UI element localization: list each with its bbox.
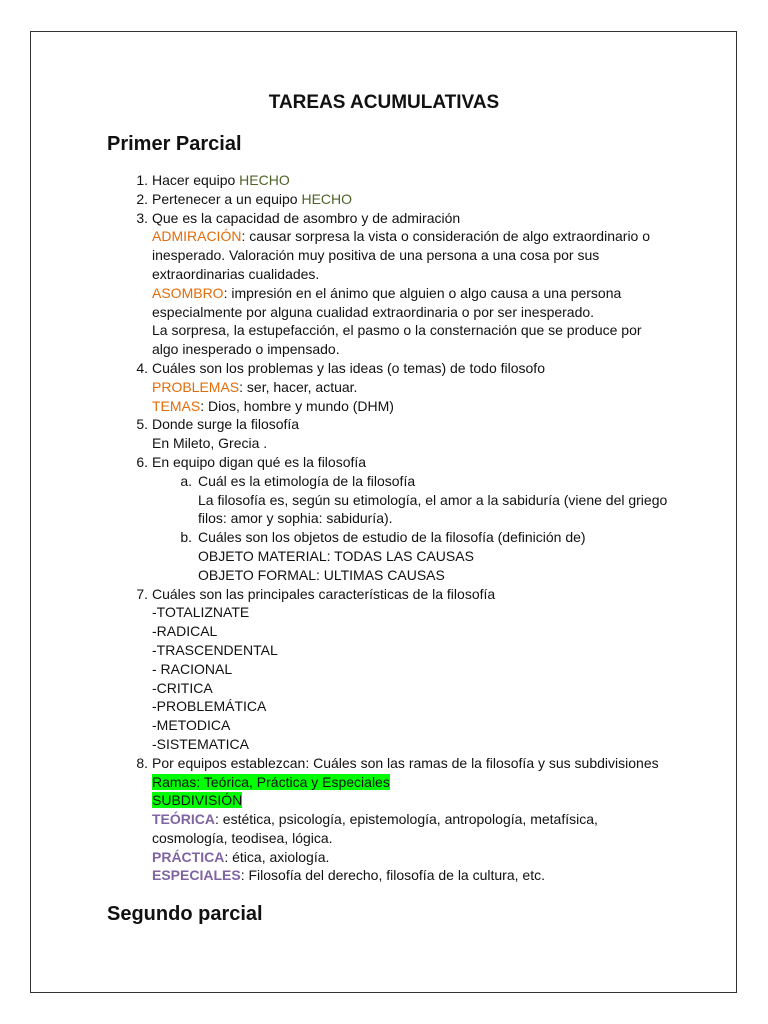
answer-text: La filosofía es, según su etimología, el amor a la sabiduría (viene del griego bbox=[198, 491, 668, 508]
item-number: 3. bbox=[136, 209, 148, 226]
characteristic: -CRITICA bbox=[152, 679, 213, 696]
item-number: 8. bbox=[136, 754, 148, 771]
definition-text: : impresión en el ánimo que alguien o algo causa a una persona bbox=[223, 284, 622, 301]
section-heading-segundo-parcial: Segundo parcial bbox=[107, 903, 263, 925]
status-done: HECHO bbox=[301, 190, 353, 207]
answer-text: En Mileto, Grecia . bbox=[152, 435, 268, 452]
item-text: En equipo digan qué es la filosofía bbox=[152, 453, 367, 470]
branch-practica: PRÁCTICA bbox=[152, 848, 225, 865]
definition-text: : ser, hacer, actuar. bbox=[239, 378, 358, 395]
branch-definition: cosmología, teodisea, lógica. bbox=[152, 829, 333, 846]
answer-text: filos: amor y sophia: sabiduría). bbox=[198, 510, 393, 527]
term-temas: TEMAS bbox=[152, 397, 201, 414]
task-list bbox=[0, 171, 768, 885]
definition-text: inesperado. Valoración muy positiva de una persona a una cosa por sus bbox=[152, 247, 600, 264]
status-done: HECHO bbox=[239, 172, 290, 188]
list-item bbox=[0, 190, 768, 209]
sub-item-letter: b. bbox=[180, 529, 192, 546]
item-number: 2. bbox=[136, 190, 148, 207]
item-text: Hacer equipo bbox=[152, 172, 240, 188]
section-heading-primer-parcial: Primer Parcial bbox=[107, 133, 242, 155]
list-item bbox=[0, 453, 768, 472]
answer-text: OBJETO MATERIAL: TODAS LAS CAUSAS bbox=[198, 547, 474, 564]
item-text: Cuáles son los problemas y las ideas (o temas) de todo filosofo bbox=[152, 359, 545, 376]
branch-definition: : ética, axiología. bbox=[224, 848, 330, 865]
list-item bbox=[0, 585, 768, 604]
characteristic: -METODICA bbox=[152, 717, 231, 734]
sub-item-text: Cuáles son los objetos de estudio de la filosofía (definición de) bbox=[198, 529, 586, 546]
answer-text: OBJETO FORMAL: ULTIMAS CAUSAS bbox=[198, 566, 445, 583]
branch-definition: : estética, psicología, epistemología, antropología, metafísica, bbox=[215, 811, 598, 828]
item-number: 6. bbox=[136, 453, 148, 470]
list-item bbox=[0, 209, 768, 228]
characteristic: -TRASCENDENTAL bbox=[152, 641, 278, 658]
term-admiracion: ADMIRACIÓN bbox=[152, 228, 242, 245]
definition-text: : Dios, hombre y mundo (DHM) bbox=[200, 397, 394, 414]
item-text: Que es la capacidad de asombro y de admiración bbox=[152, 209, 461, 226]
list-item bbox=[0, 359, 768, 378]
sub-item-text: Cuál es la etimología de la filosofía bbox=[198, 472, 416, 489]
term-asombro: ASOMBRO bbox=[152, 284, 224, 301]
characteristic: -TOTALIZNATE bbox=[152, 604, 250, 621]
highlighted-ramas: Ramas: Teórica, Práctica y Especiales bbox=[152, 773, 390, 790]
sub-list-item bbox=[0, 472, 768, 491]
item-number: 5. bbox=[136, 416, 148, 433]
list-item bbox=[0, 415, 768, 434]
branch-definition: : Filosofía del derecho, filosofía de la cultura, etc. bbox=[240, 867, 545, 884]
characteristic: -RADICAL bbox=[152, 623, 218, 640]
definition-text: extraordinarias cualidades. bbox=[152, 265, 320, 282]
term-problemas: PROBLEMAS bbox=[152, 378, 240, 395]
definition-text: algo inesperado o impensado. bbox=[152, 341, 340, 358]
list-item bbox=[0, 754, 768, 773]
item-text: Por equipos establezcan: Cuáles son las ramas de la filosofía y sus subdivisiones bbox=[152, 754, 659, 771]
branch-teorica: TEÓRICA bbox=[152, 811, 215, 828]
item-number: 4. bbox=[136, 359, 148, 376]
highlighted-subdivision: SUBDIVISIÓN bbox=[152, 792, 243, 809]
characteristic: -PROBLEMÁTICA bbox=[152, 698, 267, 715]
sub-item-letter: a. bbox=[180, 472, 192, 489]
list-item bbox=[0, 171, 768, 190]
definition-text: especialmente por alguna cualidad extraordinaria o por ser inesperado. bbox=[152, 303, 595, 320]
item-number: 1. bbox=[136, 172, 148, 188]
document-title: TAREAS ACUMULATIVAS bbox=[268, 92, 500, 113]
item-text: Cuáles son las principales características de la filosofía bbox=[152, 585, 496, 602]
definition-text: : causar sorpresa la vista o consideración de algo extraordinario o bbox=[241, 228, 651, 245]
characteristic: -SISTEMATICA bbox=[152, 735, 249, 752]
item-text: Donde surge la filosofía bbox=[152, 416, 300, 433]
definition-text: La sorpresa, la estupefacción, el pasmo o la consternación que se produce por bbox=[152, 322, 642, 339]
item-number: 7. bbox=[136, 585, 148, 602]
characteristic: - RACIONAL bbox=[152, 660, 233, 677]
branch-especiales: ESPECIALES bbox=[152, 867, 241, 884]
sub-list-item bbox=[0, 528, 768, 547]
item-text: Pertenecer a un equipo bbox=[152, 190, 302, 207]
